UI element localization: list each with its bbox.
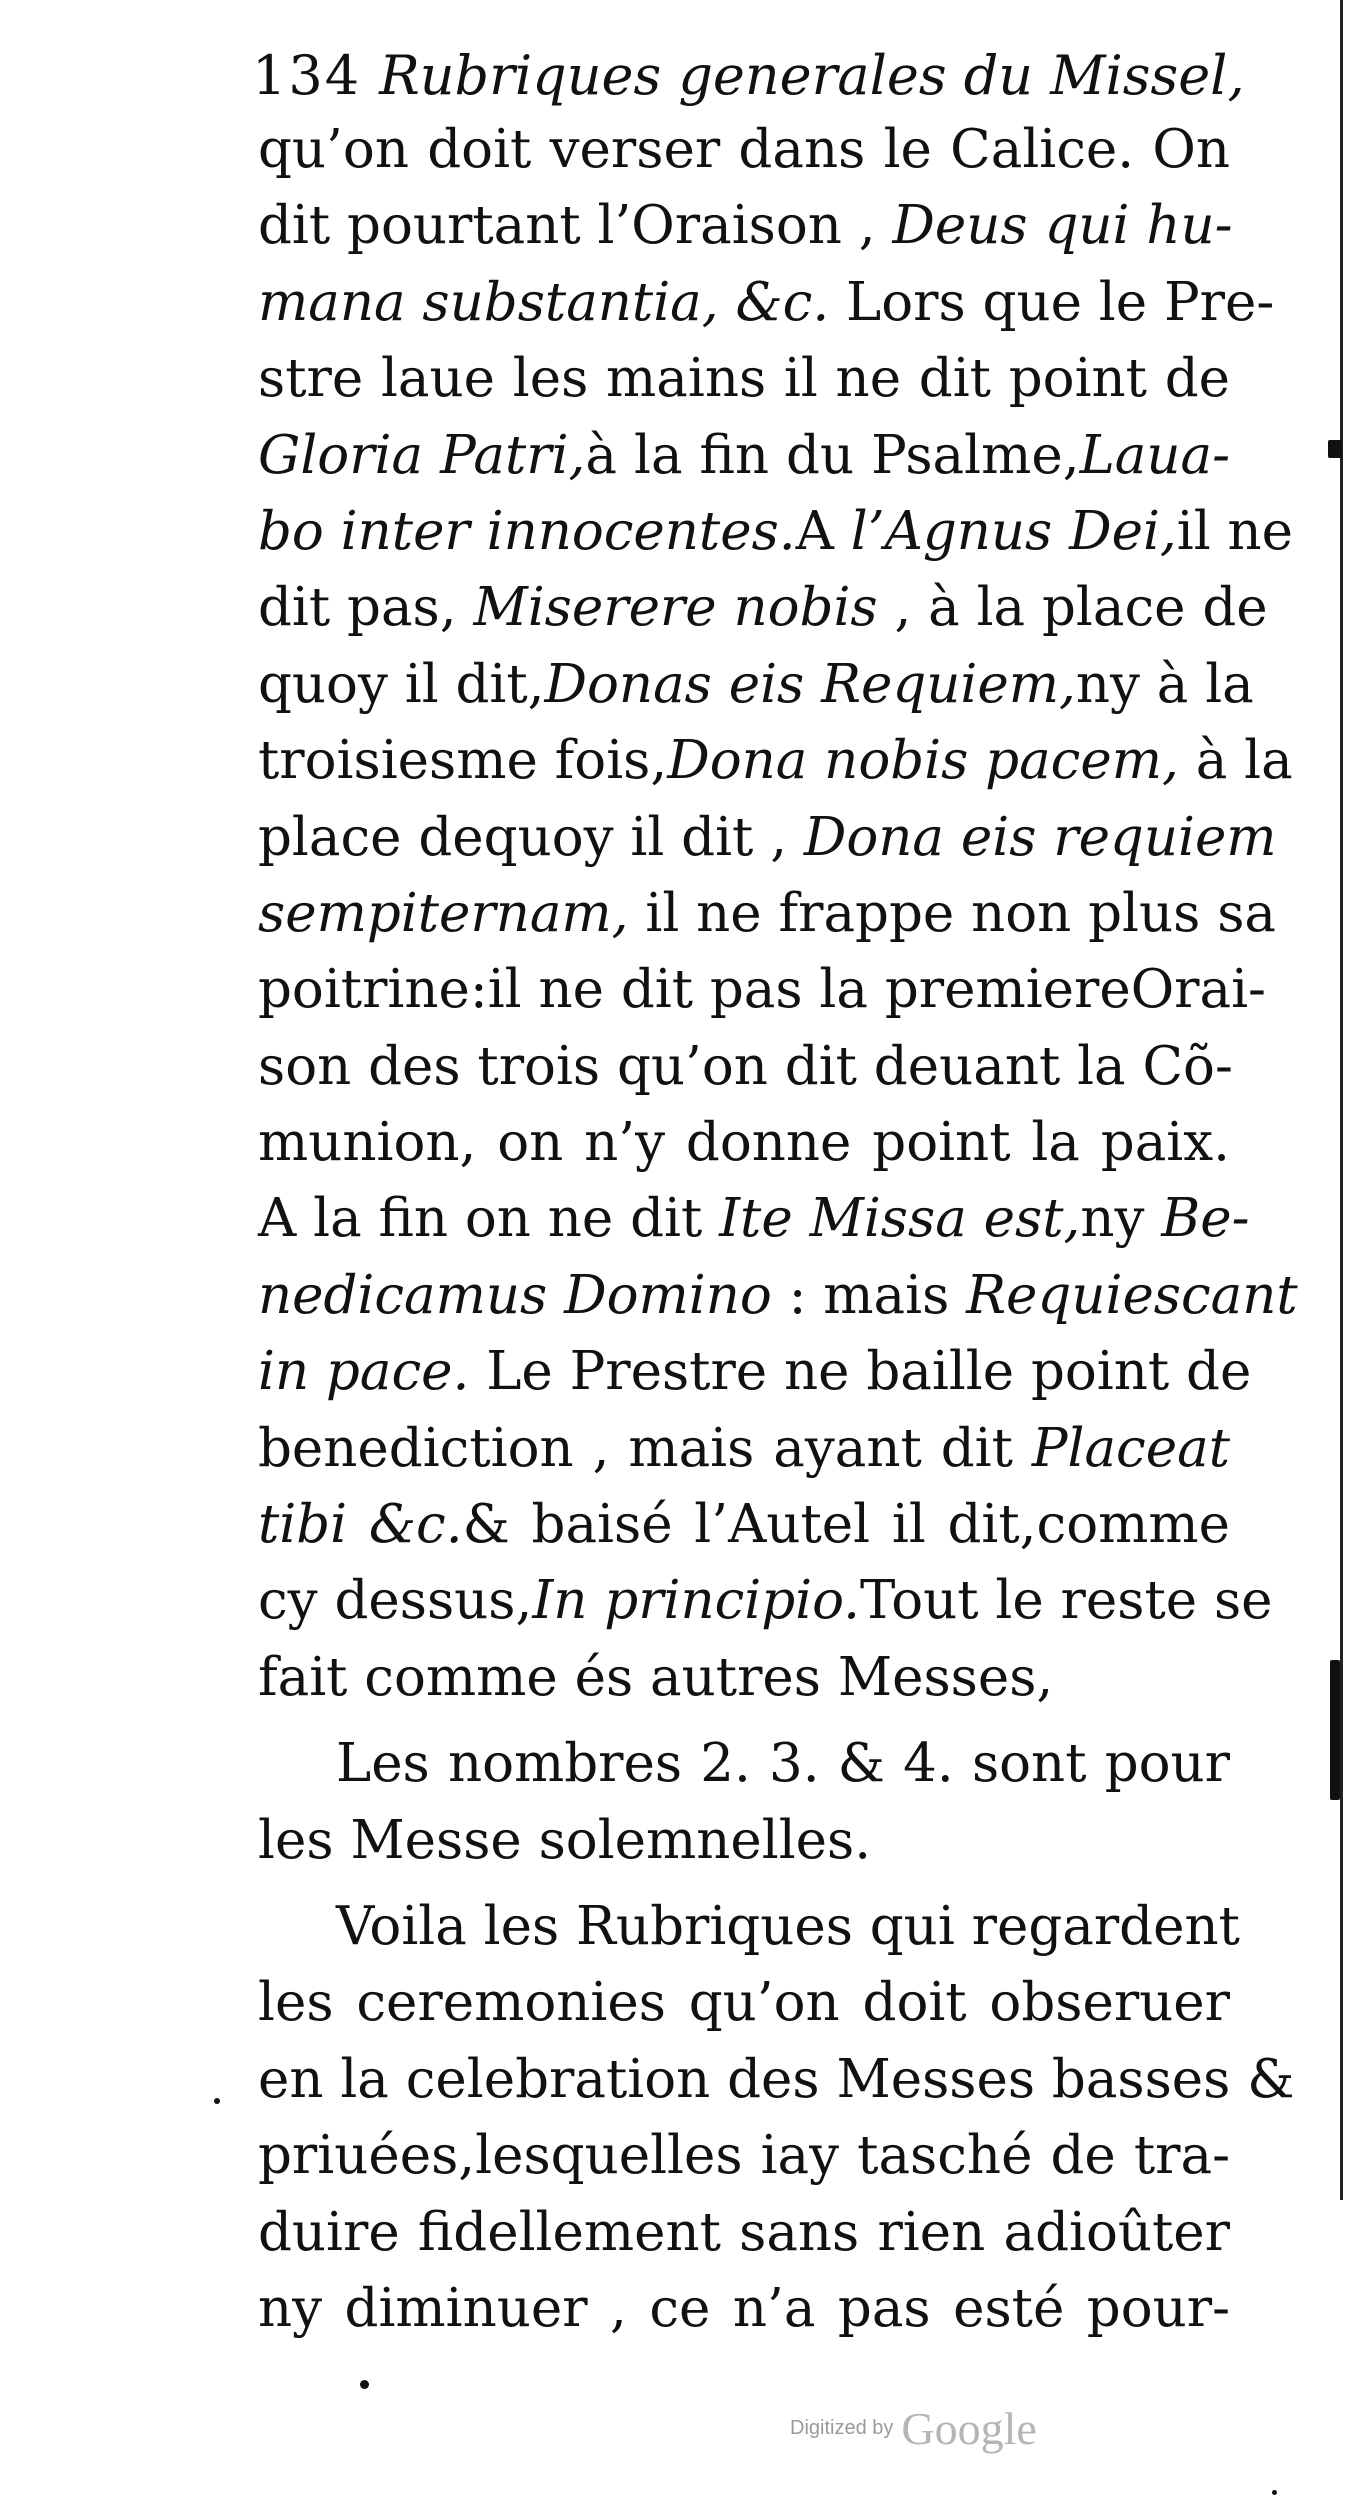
text-segment: A bbox=[795, 500, 851, 562]
text-line bbox=[258, 2195, 1230, 2271]
text-segment: , à la place de bbox=[877, 577, 1268, 639]
italic-latin-phrase: mana substantia, &c. bbox=[258, 271, 830, 333]
text-segment: en la celebration des Messes basses & bbox=[258, 2048, 1295, 2110]
italic-latin-phrase: Ite Missa est, bbox=[719, 1188, 1081, 1250]
text-segment: priuées,lesquelles iay tasché de tra- bbox=[258, 2125, 1230, 2187]
italic-latin-phrase: Gloria Patri, bbox=[258, 424, 586, 486]
italic-latin-phrase: nedicamus Domino bbox=[258, 1264, 772, 1326]
text-segment: il ne frappe non plus sa bbox=[628, 882, 1276, 944]
text-segment: Tout le reste se bbox=[859, 1570, 1273, 1632]
text-line bbox=[258, 188, 1233, 264]
text-line bbox=[258, 952, 1266, 1028]
text-line bbox=[258, 2118, 1230, 2194]
text-line bbox=[258, 1487, 1230, 1563]
text-segment: Le Prestre ne baille point de bbox=[469, 1341, 1252, 1403]
italic-latin-phrase: sempiternam, bbox=[258, 882, 629, 944]
page-edge-mark bbox=[1330, 1660, 1340, 1800]
text-line bbox=[258, 1726, 1230, 1802]
italic-latin-phrase: Deus qui hu- bbox=[892, 195, 1233, 257]
text-line bbox=[258, 1640, 1230, 1716]
text-line bbox=[258, 723, 1293, 799]
text-line bbox=[258, 341, 1230, 417]
text-line bbox=[258, 1181, 1250, 1257]
text-segment: il ne bbox=[1176, 500, 1293, 562]
italic-latin-phrase: tibi &c. bbox=[258, 1494, 463, 1556]
text-line bbox=[258, 1563, 1273, 1639]
text-segment: à la bbox=[1178, 730, 1293, 792]
text-segment: ny diminuer , ce n’a pas esté pour- bbox=[258, 2277, 1230, 2339]
italic-latin-phrase: Dona nobis pacem, bbox=[667, 730, 1179, 792]
italic-latin-phrase: in pace. bbox=[258, 1341, 470, 1403]
text-line bbox=[258, 876, 1276, 952]
text-segment: A la fin on ne dit bbox=[258, 1188, 720, 1250]
text-segment: benediction , mais ayant dit bbox=[258, 1417, 1032, 1479]
page-number: 134 bbox=[252, 44, 362, 107]
italic-latin-phrase: Placeat bbox=[1031, 1417, 1230, 1479]
text-line bbox=[258, 570, 1268, 646]
text-line bbox=[258, 1411, 1230, 1487]
text-segment: cy dessus, bbox=[258, 1570, 533, 1632]
text-line bbox=[258, 1334, 1252, 1410]
text-segment: & baisé l’Autel il dit,comme bbox=[462, 1494, 1231, 1556]
text-line bbox=[258, 1029, 1233, 1105]
text-segment: troisiesme fois, bbox=[258, 730, 668, 792]
text-segment: ny à la bbox=[1075, 653, 1254, 715]
text-segment: qu’on doit verser dans le Calice. On bbox=[258, 119, 1230, 180]
google-logo: Google bbox=[901, 2403, 1037, 2454]
text-line bbox=[258, 647, 1254, 723]
text-line bbox=[258, 1965, 1230, 2041]
text-segment: les ceremonies qu’on doit obseruer bbox=[258, 1972, 1230, 2034]
digitized-by-label: Digitized by bbox=[790, 2417, 894, 2439]
text-segment: son des trois qu’on dit deuant la Cõ- bbox=[258, 1035, 1233, 1097]
text-segment: Les nombres 2. 3. & 4. sont pour bbox=[336, 1733, 1230, 1795]
text-segment: à la fin du Psalme, bbox=[585, 424, 1080, 486]
scan-speck bbox=[1272, 2490, 1277, 2495]
italic-latin-phrase: Donas eis Requiem, bbox=[544, 653, 1076, 715]
text-segment: duire fidellement sans rien adioûter bbox=[258, 2201, 1230, 2263]
italic-latin-phrase: Be- bbox=[1161, 1188, 1250, 1250]
text-segment: poitrine:il ne dit pas la premiereOrai- bbox=[258, 959, 1266, 1021]
text-line bbox=[258, 2271, 1230, 2347]
digitization-watermark bbox=[790, 2402, 1090, 2462]
text-segment: place dequoy il dit , bbox=[258, 806, 804, 868]
text-line bbox=[258, 1105, 1230, 1181]
text-line bbox=[258, 112, 1230, 188]
text-segment: dit pourtant l’Oraison , bbox=[258, 195, 893, 257]
text-segment: fait comme és autres Messes, bbox=[258, 1646, 1054, 1708]
text-segment: stre laue les mains il ne dit point de bbox=[258, 348, 1230, 410]
text-line bbox=[258, 1803, 1230, 1879]
text-segment: munion, on n’y donne point la paix. bbox=[258, 1112, 1230, 1174]
text-segment: quoy il dit, bbox=[258, 653, 545, 715]
text-segment: ny bbox=[1080, 1188, 1162, 1250]
italic-latin-phrase: Requiescant bbox=[966, 1264, 1298, 1326]
text-segment: dit pas, bbox=[258, 577, 474, 639]
italic-latin-phrase: In principio. bbox=[532, 1570, 860, 1632]
text-segment: les Messe solemnelles. bbox=[258, 1809, 872, 1871]
running-title: Rubriques generales du Missel, bbox=[379, 44, 1245, 107]
scan-speck bbox=[360, 2380, 369, 2389]
text-line bbox=[258, 418, 1230, 494]
italic-latin-phrase: Dona eis requiem bbox=[803, 806, 1277, 868]
text-segment: Lors que le Pre- bbox=[829, 271, 1275, 333]
scan-speck bbox=[214, 2098, 220, 2104]
text-line bbox=[258, 1258, 1298, 1334]
text-line bbox=[258, 265, 1275, 341]
italic-latin-phrase: l’Agnus Dei, bbox=[850, 500, 1177, 562]
italic-latin-phrase: Miserere nobis bbox=[473, 577, 878, 639]
text-segment: : mais bbox=[771, 1264, 967, 1326]
text-line bbox=[258, 494, 1293, 570]
text-line bbox=[258, 800, 1277, 876]
page-edge-mark bbox=[1328, 440, 1342, 458]
italic-latin-phrase: bo inter innocentes. bbox=[258, 500, 796, 562]
text-segment: Voila les Rubriques qui regardent bbox=[336, 1895, 1240, 1957]
italic-latin-phrase: Laua- bbox=[1079, 424, 1230, 486]
text-line bbox=[258, 2042, 1295, 2118]
body-text bbox=[258, 112, 1298, 2347]
page-binding-edge bbox=[1340, 0, 1343, 2200]
page-header bbox=[252, 40, 1245, 112]
text-line bbox=[258, 1889, 1240, 1965]
